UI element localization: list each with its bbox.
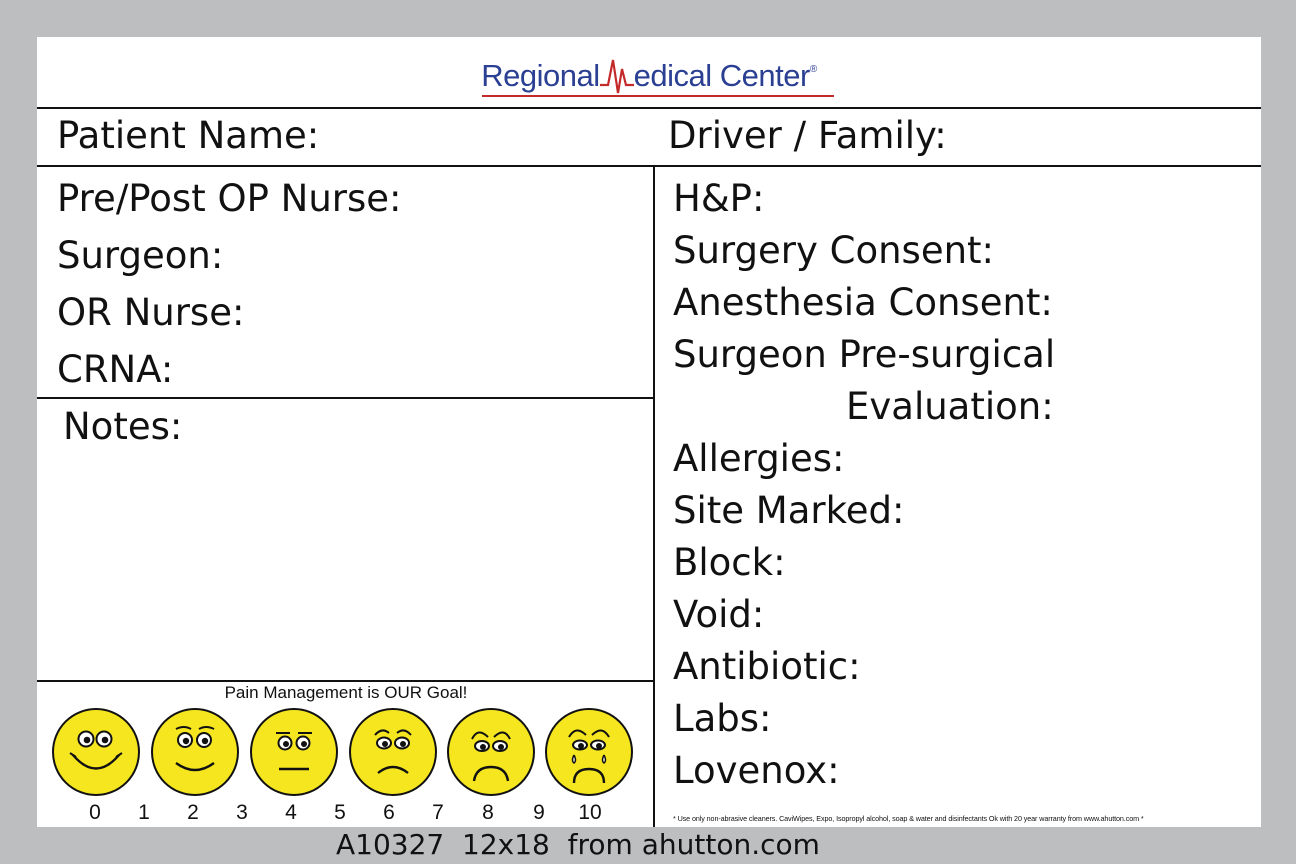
pain-scale-1: 1 bbox=[138, 801, 150, 824]
pre-post-op-nurse-label: Pre/Post OP Nurse: bbox=[57, 177, 402, 220]
allergies-label: Allergies: bbox=[673, 437, 845, 480]
divider-header bbox=[37, 107, 1261, 109]
pain-scale-0: 0 bbox=[89, 801, 101, 824]
pain-scale-8: 8 bbox=[482, 801, 494, 824]
heartbeat-m-icon bbox=[600, 55, 634, 95]
crna-label: CRNA: bbox=[57, 348, 174, 391]
labs-label: Labs: bbox=[673, 697, 772, 740]
happy-face-icon bbox=[150, 707, 240, 797]
pain-scale-3: 3 bbox=[236, 801, 248, 824]
notes-label: Notes: bbox=[63, 405, 183, 448]
or-nurse-label: OR Nurse: bbox=[57, 291, 245, 334]
divider-names bbox=[37, 165, 1261, 167]
logo-underline bbox=[482, 95, 834, 97]
pain-scale-5: 5 bbox=[334, 801, 346, 824]
site-marked-label: Site Marked: bbox=[673, 489, 905, 532]
pain-scale-10: 10 bbox=[578, 801, 602, 824]
cleaning-disclaimer: * Use only non-abrasive cleaners. CaviWipes, Expo, Isopropyl alcohol, soap & water and disinfectants Ok with 20 year warranty from www.ahutton.com * bbox=[673, 814, 1144, 823]
pain-scale-6: 6 bbox=[383, 801, 395, 824]
antibiotic-label: Antibiotic: bbox=[673, 645, 861, 688]
logo-text-medical-center: edical Center bbox=[633, 58, 810, 93]
hospital-logo bbox=[37, 55, 1261, 105]
very-happy-face-icon bbox=[51, 707, 141, 797]
whiteboard bbox=[37, 37, 1261, 827]
logo-text-regional: Regional bbox=[481, 58, 600, 93]
surgeon-label: Surgeon: bbox=[57, 234, 224, 277]
divider-vertical bbox=[653, 165, 655, 827]
sad-face-icon bbox=[348, 707, 438, 797]
hp-label: H&P: bbox=[673, 177, 765, 220]
surgery-consent-label: Surgery Consent: bbox=[673, 229, 995, 272]
block-label: Block: bbox=[673, 541, 786, 584]
driver-family-label: Driver / Family: bbox=[668, 114, 947, 157]
registered-mark: ® bbox=[809, 64, 817, 75]
lovenox-label: Lovenox: bbox=[673, 749, 840, 792]
anesthesia-consent-label: Anesthesia Consent: bbox=[673, 281, 1053, 324]
surgeon-pre-surgical-label: Surgeon Pre-surgical bbox=[673, 333, 1056, 376]
pain-scale-4: 4 bbox=[285, 801, 297, 824]
evaluation-label: Evaluation: bbox=[846, 385, 1054, 428]
divider-pain bbox=[37, 680, 654, 682]
product-code-footer: A10327 12x18 from ahutton.com bbox=[336, 828, 820, 861]
pain-scale-9: 9 bbox=[533, 801, 545, 824]
pain-scale-2: 2 bbox=[187, 801, 199, 824]
void-label: Void: bbox=[673, 593, 765, 636]
very-sad-face-icon bbox=[446, 707, 536, 797]
neutral-face-icon bbox=[249, 707, 339, 797]
crying-face-icon bbox=[544, 707, 634, 797]
divider-notes bbox=[37, 397, 654, 399]
pain-scale-7: 7 bbox=[432, 801, 444, 824]
patient-name-label: Patient Name: bbox=[57, 114, 320, 157]
pain-scale-title: Pain Management is OUR Goal! bbox=[224, 683, 468, 702]
